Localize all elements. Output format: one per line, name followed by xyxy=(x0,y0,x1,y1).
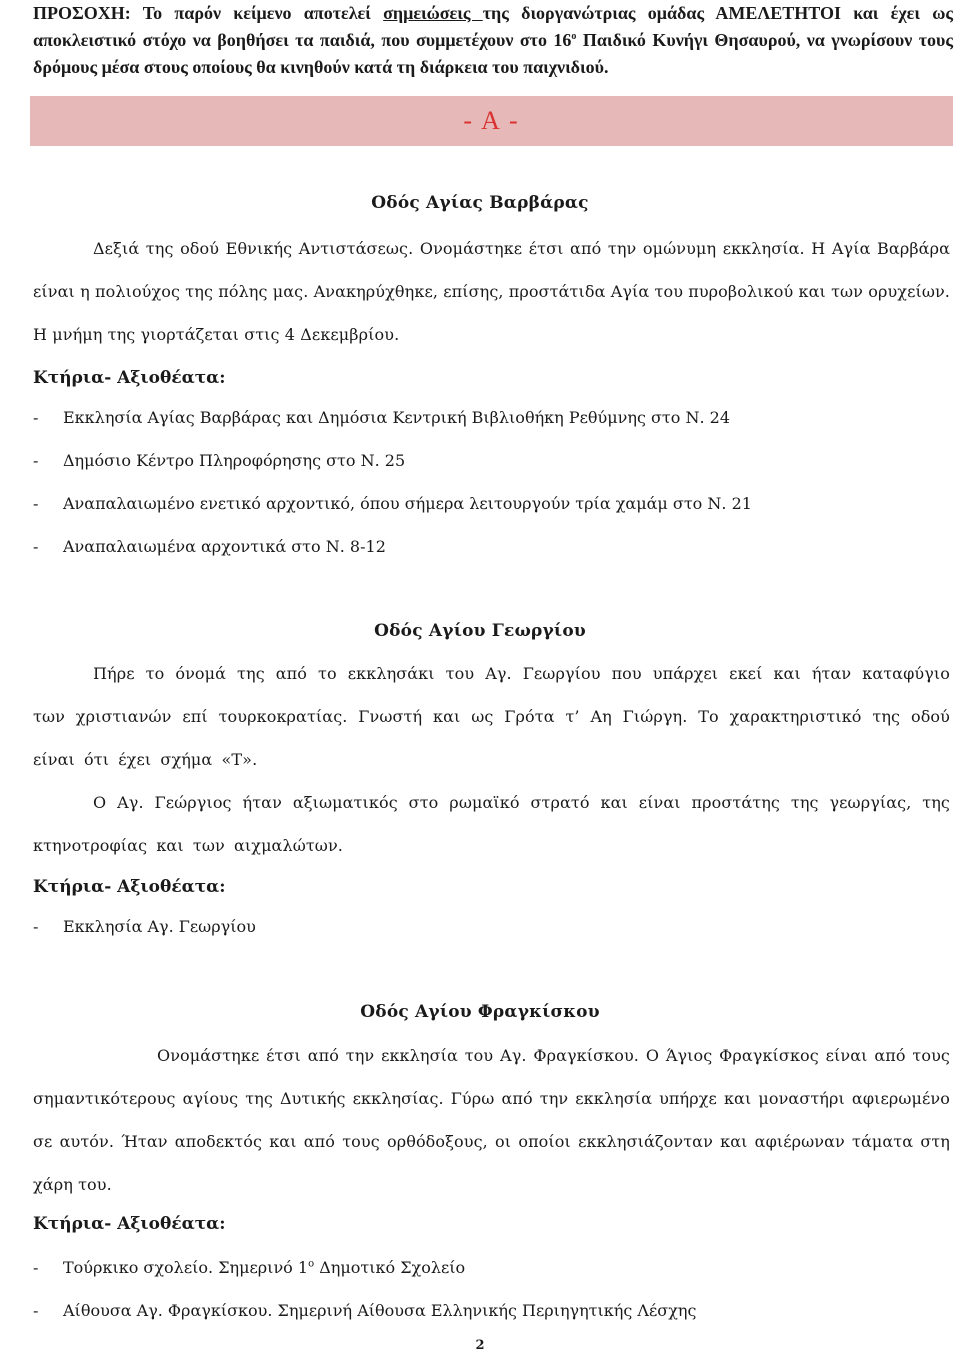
notice-underlined: σημειώσεις xyxy=(383,3,483,23)
notice-sup: ο xyxy=(571,31,577,42)
section-banner: - Α - xyxy=(30,96,953,146)
ordinal-sup: ο xyxy=(308,1258,315,1270)
list-item-text: Εκκλησία Αγίας Βαρβάρας και Δημόσια Κεντρική Βιβλιοθήκη Ρεθύμνης στο Ν. 24 xyxy=(63,408,731,427)
notice-middle: της διοργανώτριας ομάδας ΑΜΕΛΕΤΗΤΟΙ και έχει ως αποκλειστικό στόχο να βοηθήσει τα παιδιά, που συμμετέχουν στο 16 xyxy=(33,3,953,50)
list-item-text: Αναπαλαιωμένο ενετικό αρχοντικό, όπου σήμερα λειτουργούν τρία χαμάμ στο Ν. 21 xyxy=(63,494,752,513)
page-number: 2 xyxy=(475,1338,485,1353)
list-item-text-suffix: Δημοτικό Σχολείο xyxy=(314,1258,466,1277)
sights-label: Κτήρια- Αξιοθέατα: xyxy=(33,368,226,388)
street-description-agiou-fragkiskou xyxy=(33,1034,950,1206)
notice-prefix: ΠΡΟΣΟΧΗ: Το παρόν κείμενο αποτελεί xyxy=(33,3,384,23)
list-item: - Αίθουσα Αγ. Φραγκίσκου. Σημερινή Αίθουσα Ελληνικής Περιηγητικής Λέσχης xyxy=(33,1301,697,1320)
list-item-text: Δημόσιο Κέντρο Πληροφόρησης στο Ν. 25 xyxy=(63,451,406,470)
notice-paragraph xyxy=(33,0,953,81)
street-description-agiou-georgiou-2 xyxy=(33,781,950,867)
list-item: - Εκκλησία Αγίας Βαρβάρας και Δημόσια Κεντρική Βιβλιοθήκη Ρεθύμνης στο Ν. 24 xyxy=(33,408,731,427)
list-item-text: Αίθουσα Αγ. Φραγκίσκου. Σημερινή Αίθουσα Ελληνικής Περιηγητικής Λέσχης xyxy=(63,1301,697,1320)
street-title-agiou-georgiou: Οδός Αγίου Γεωργίου xyxy=(374,621,586,641)
street-description-text: Δεξιά της οδού Εθνικής Αντιστάσεως. Ονομάστηκε έτσι από την ομώνυμη εκκλησία. Η Αγία Βαρβάρα είναι η πολιούχος της πόλης μας. Ανακηρύχθηκε, επίσης, προστάτιδα Αγία του πυροβολικού και των ορυχείων. Η μνήμη της γιορτάζεται στις 4 Δεκεμβρίου. xyxy=(33,239,950,344)
list-item: - Δημόσιο Κέντρο Πληροφόρησης στο Ν. 25 xyxy=(33,451,406,470)
street-description-text: Ο Αγ. Γεώργιος ήταν αξιωματικός στο ρωμαϊκό στρατό και είναι προστάτης της γεωργίας, της κτηνοτροφίας και των αιχμαλώτων. xyxy=(33,793,950,855)
sights-label: Κτήρια- Αξιοθέατα: xyxy=(33,877,226,897)
sights-label: Κτήρια- Αξιοθέατα: xyxy=(33,1214,226,1234)
street-description-text: Ονομάστηκε έτσι από την εκκλησία του Αγ. Φραγκίσκου. Ο Άγιος Φραγκίσκος είναι από τους σημαντικότερους αγίους της Δυτικής εκκλησίας. Γύρω από την εκκλησία υπήρχε και μοναστήρι αφιερωμένο σε αυτόν. Ήταν αποδεκτός και από τους ορθόδοξους, οι οποίοι εκκλησιάζονταν και αφιέρωναν τάματα στη χάρη του. xyxy=(33,1046,950,1194)
list-item: - Τούρκικο σχολείο. Σημερινό $1^o$ Δημοτικό Σχολείο xyxy=(33,1258,466,1277)
list-item-text-prefix: Τούρκικο σχολείο. Σημερινό 1 xyxy=(63,1258,309,1277)
street-description-agias-varvaras xyxy=(33,227,950,356)
list-item: - Εκκλησία Αγ. Γεωργίου xyxy=(33,917,256,936)
street-title-agiou-fragkiskou: Οδός Αγίου Φραγκίσκου xyxy=(360,1002,600,1022)
list-item-text: Εκκλησία Αγ. Γεωργίου xyxy=(63,917,256,936)
list-item: - Αναπαλαιωμένο ενετικό αρχοντικό, όπου σήμερα λειτουργούν τρία χαμάμ στο Ν. 21 xyxy=(33,494,752,513)
street-title-agias-varvaras: Οδός Αγίας Βαρβάρας xyxy=(371,193,589,213)
list-item: - Αναπαλαιωμένα αρχοντικά στο Ν. 8-12 xyxy=(33,537,386,556)
street-description-text: Πήρε το όνομά της από το εκκλησάκι του Αγ. Γεωργίου που υπάρχει εκεί και ήταν καταφύγιο των χριστιανών επί τουρκοκρατίας. Γνωστή και ως Γρότα τ’ Αη Γιώργη. Το χαρακτηριστικό της οδού είναι ότι έχει σχήμα «Τ». xyxy=(33,664,950,769)
list-item-text: Αναπαλαιωμένα αρχοντικά στο Ν. 8-12 xyxy=(63,537,386,556)
notice-suffix: Παιδικό Κυνήγι Θησαυρού, να γνωρίσουν τους δρόμους μέσα στους οποίους θα κινηθούν κατά τη διάρκεια του παιχνιδιού. xyxy=(33,30,953,77)
street-description-agiou-georgiou xyxy=(33,652,950,781)
